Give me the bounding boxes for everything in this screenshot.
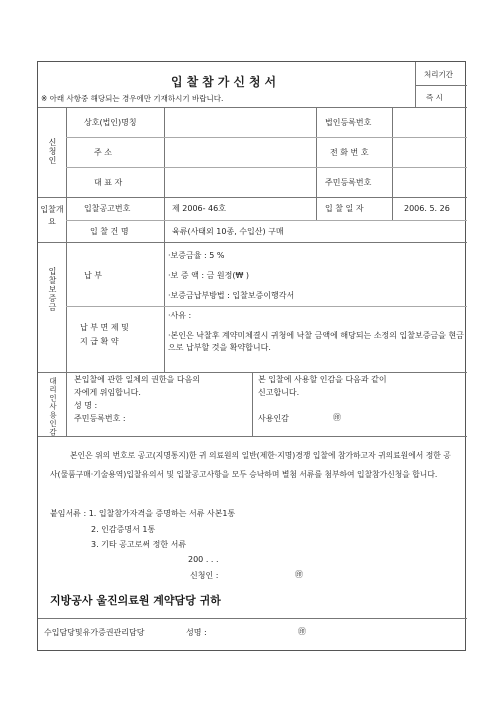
bid-overview-section-label: 입찰개요 — [40, 205, 64, 226]
representative-field[interactable] — [173, 177, 313, 193]
payment-label: 납 부 — [84, 271, 102, 280]
processing-period-value: 즉 시 — [426, 93, 443, 102]
resident-reg-label: 주민등록번호 — [325, 178, 372, 187]
form-title: 입찰참가신청서 — [171, 75, 281, 89]
company-name-field[interactable] — [173, 117, 313, 133]
deposit-section-label: 입찰보증금 — [48, 267, 57, 312]
address-field[interactable] — [173, 147, 313, 163]
form-notice: ※ 아래 사항중 해당되는 경우에만 기재하시기 바랍니다. — [41, 94, 224, 103]
applicant-seal-mark: ㊞ — [295, 570, 303, 579]
agent-section-label: 대리인사용인감 — [48, 377, 58, 437]
exemption-reason-line: ·사유 : — [168, 311, 192, 320]
officer-label: 수입담당및유가증권관리담당 — [44, 628, 145, 637]
declaration-text: 본인은 위의 번호로 공고(지명통지)한 귀 의료원의 일반(제한·지명)경쟁 입찰에 참가하고자 귀의료원에서 정한 공사(물품구매·기술용역)입찰유의서 및 입찰공고사항을 모두 승낙하며 별첨 서류를 첨부하여 입찰참가신청을 합니다. — [50, 451, 451, 479]
corp-reg-label: 법인등록번호 — [325, 118, 372, 127]
application-form — [37, 61, 466, 651]
recipient: 지방공사 울진의료원 계약담당 귀하 — [50, 594, 221, 607]
exemption-label-2: 지 급 확 약 — [80, 337, 119, 346]
case-value: 육류(사태외 10종, 수입산) 구매 — [172, 227, 284, 236]
exemption-label: 납 부 면 제 및 — [80, 323, 129, 332]
officer-seal-mark: ㊞ — [298, 627, 306, 636]
notice-no-value: 제 2006- 46호 — [172, 204, 226, 213]
application-date-line: 200 . . . — [188, 555, 219, 564]
pledge-text: ·본인은 낙찰후 계약미체결시 귀청에 낙찰 금액에 해당되는 소정의 입찰보증금을 현금으로 납부할 것을 확약합니다. — [168, 331, 464, 352]
deposit-method-line: ·보증금납부방법 : 입찰보증이행각서 — [168, 291, 295, 300]
delegation-line-2: 자에게 위임합니다. — [74, 388, 141, 397]
seal-label: 사용인감 — [258, 414, 289, 423]
phone-label: 전 화 번 호 — [330, 148, 369, 157]
applicant-signature-label: 신청인 : — [190, 571, 219, 580]
attachment-3: 3. 기타 공고로써 정한 서류 — [91, 540, 187, 549]
deposit-amount-line: ·보 증 액 : 금 원정(₩ ) — [168, 271, 250, 280]
bid-date-label: 입 찰 일 자 — [325, 204, 364, 213]
applicant-section-label: 신청인 — [48, 138, 57, 165]
agent-resident-label: 주민등록번호 : — [74, 414, 126, 423]
seal-notice-line-1: 본 입찰에 사용할 인감을 다음과 같이 — [258, 375, 387, 384]
officer-name-label: 성명 : — [186, 628, 207, 637]
seal-notice-line-2: 신고합니다. — [258, 388, 300, 397]
delegation-line-1: 본입찰에 관한 일체의 권한을 다음의 — [74, 375, 201, 384]
attachment-2: 2. 인감증명서 1통 — [91, 525, 156, 534]
address-label: 주 소 — [94, 148, 112, 157]
representative-label: 대 표 자 — [94, 178, 123, 187]
processing-period-label: 처리기간 — [424, 70, 453, 79]
case-label: 입 찰 건 명 — [90, 227, 129, 236]
attachments-label: 붙임서류 : 1. 입찰참가자격을 증명하는 서류 사본1통 — [50, 509, 236, 518]
company-name-label: 상호(법인)명칭 — [84, 118, 137, 127]
deposit-rate-line: ·보증금율 : 5 % — [168, 251, 225, 260]
agent-name-label: 성 명 : — [74, 401, 98, 410]
notice-no-label: 입찰공고번호 — [84, 204, 131, 213]
bid-date-value: 2006. 5. 26 — [404, 204, 450, 213]
seal-mark: ㊞ — [333, 413, 341, 422]
